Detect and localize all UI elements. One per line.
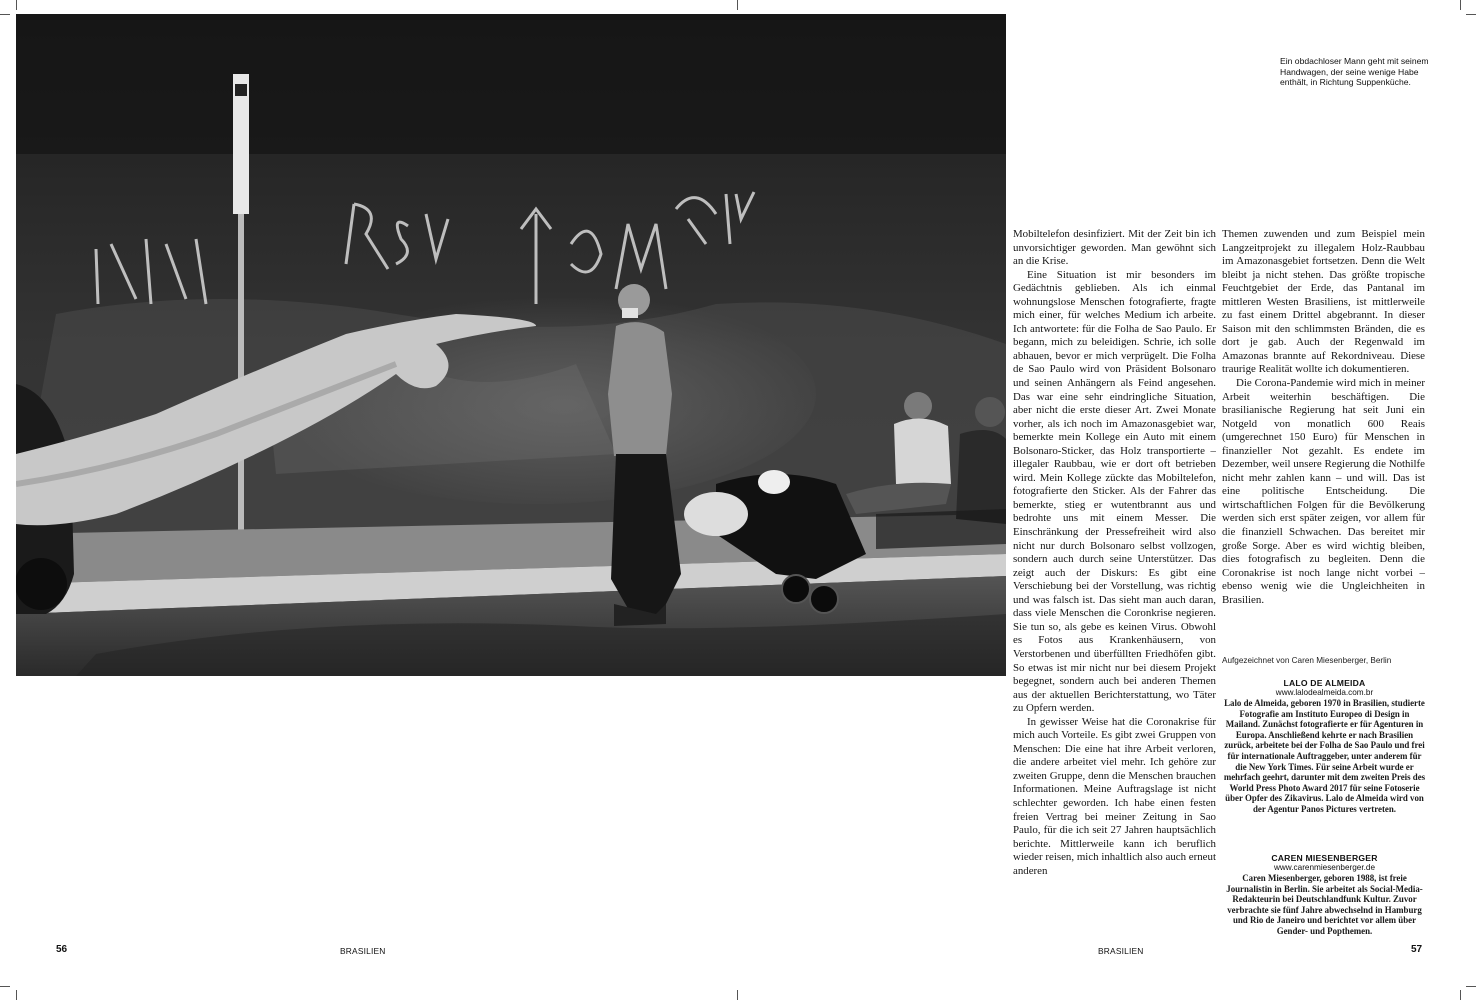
body-column-2 — [1222, 228, 1425, 648]
section-label-left: BRASILIEN — [340, 946, 386, 956]
bio-author — [1222, 853, 1427, 937]
crop-mark — [16, 990, 17, 1000]
bio-photographer — [1222, 678, 1427, 815]
bio-text: Caren Miesenberger, geboren 1988, ist freie Journalistin in Berlin. Sie arbeitet als Social-Media-Redakteurin bei Deutschlandfunk Kultur. Zuvor verbrachte sie fünf Jahre abwechselnd in Hamburg und Rio de Janeiro und berichtet vor allem über Gender- und Popthemen. — [1226, 873, 1423, 936]
bio-text: Lalo de Almeida, geboren 1970 in Brasilien, studierte Fotografie am Instituto Europeo di Design in Mailand. Zunächst fotografierte er für Agenturen in Europa. Anschließend kehrte er nach Brasilien zurück, arbeitete bei der Folha de Sao Paulo und frei für internationale Auftraggeber, unter anderem für die New York Times. Für seine Arbeit wurde er mehrfach geehrt, darunter mit dem zweiten Preis des World Press Photo Award 2017 für seine Fotoserie über Opfer des Zikavirus. Lalo de Almeida wird von der Agentur Panos Pictures vertreten. — [1223, 698, 1426, 814]
bio-name: LALO DE ALMEIDA — [1283, 678, 1366, 688]
crop-mark — [1460, 990, 1461, 1000]
crop-mark — [0, 986, 10, 987]
body-column-1 — [1013, 228, 1216, 948]
bio-url[interactable]: www.carenmiesenberger.de — [1273, 863, 1376, 872]
bio-name: CAREN MIESENBERGER — [1271, 853, 1378, 863]
crop-mark — [16, 0, 17, 10]
crop-mark — [737, 0, 738, 10]
article-credit: Aufgezeichnet von Caren Miesenberger, Berlin — [1222, 656, 1392, 665]
bio-url[interactable]: www.lalodealmeida.com.br — [1275, 688, 1374, 697]
paragraph: Mobiltelefon desinfiziert. Mit der Zeit bin ich unvorsichtiger geworden. Man gewöhnt sich an die Krise. — [1013, 228, 1216, 268]
crop-mark — [737, 990, 738, 1000]
crop-mark — [1460, 0, 1461, 10]
paragraph: Die Corona-Pandemie wird mich in meiner Arbeit weiterhin beschäftigen. Die brasilianische Regierung hat seit Juni ein Notgeld von monatlich 600 Reais (umgerechnet 150 Euro) für Menschen in finanzieller Not gezahlt. Es endete im Dezember, weil unsere Regierung die Nothilfe nicht mehr zahlen kann – und will. Das ist eine politische Entscheidung. Die wirtschaftlichen Folgen für die Bevölkerung werden sich erst später zeigen, vor allem für die finanziell Schwachen. Das bereitet mir große Sorge. Aber es wird wichtig bleiben, dies fotografisch zu begleiten. Denn die Coronakrise ist noch lange nicht vorbei – ebenso wenig wie die Ungleichheiten in Brasilien. — [1222, 377, 1425, 606]
paragraph: Eine Situation ist mir besonders im Gedächtnis geblieben. Als ich einmal wohnungslose Menschen fotografierte, fragte mich einer, für welches Medium ich arbeite. Ich antwortete: für die Folha de Sao Paulo. Er begann, mich zu beleidigen. Schrie, ich solle abhauen, bevor er mich verprügelt. Die Folha de Sao Paulo wird von Präsident Bolsonaro und seinen Anhängern als Feind angesehen. Das war eine sehr eindringliche Situation, aber nicht die erste dieser Art. Zwei Monate vorher, als ich noch im Amazonasgebiet war, bemerkte mein Kollege ein Auto mit einem Bolsonaro-Sticker, das Holz transportierte – illegaler Raubbau, wie er dort oft betrieben wird. Mein Kollege zückte das Mobiltelefon, fotografierte den Sticker. Als der Fahrer das bemerkte, stieg er wutentbrannt aus und bedrohte uns mit einem Messer. Die Einschränkung der Pressefreiheit wird also nicht nur durch Bolsonaro selbst vollzogen, sondern auch durch seine Unterstützer. Das zeigt auch der Diskurs: Es gibt eine Verschiebung bei der Vorstellung, was richtig und was falsch ist. Das sieht man auch daran, dass viele Menschen die Coronkrise negieren. Sie tun so, als gebe es keinen Virus. Obwohl es Fotos aus Krankenhäusern, von Verstorbenen und überfüllten Friedhöfen gibt. So etwas ist mir nicht nur bei diesem Projekt begegnet, sondern auch bei anderen Themen aus der aktuellen Berichterstattung, wo Täter zu Opfern werden. — [1013, 268, 1216, 715]
photo-illustration — [16, 14, 1006, 676]
crop-mark — [1466, 14, 1476, 15]
crop-mark — [1466, 986, 1476, 987]
page-number-right: 57 — [1411, 944, 1423, 955]
paragraph: Themen zuwenden und zum Beispiel mein Langzeitprojekt zu illegalem Holz-Raubbau im Amazonasgebiet fortsetzen. Denn die Welt bleibt ja nicht stehen. Das größte tropische Feuchtgebiet der Erde, das Pantanal im mittleren Westen Brasiliens, ist mittlerweile zu fast einem Drittel abgebrannt. In dieser Saison mit den schlimmsten Bränden, die es dort je gab. Auch der Regenwald im Amazonas brannte auf Rekordniveau. Diese traurige Realität wollte ich dokumentieren. — [1222, 228, 1425, 376]
section-label-right: BRASILIEN — [1098, 946, 1144, 956]
page-number-left: 56 — [56, 944, 68, 955]
street-photograph — [16, 14, 1006, 676]
crop-mark — [0, 14, 10, 15]
photo-caption: Ein obdachloser Mann geht mit seinem Handwagen, der seine wenige Habe enthält, in Richtung Suppenküche. — [1280, 56, 1429, 88]
paragraph: In gewisser Weise hat die Coronakrise für mich auch Vorteile. Es gibt zwei Gruppen von Menschen: Die eine hat ihre Arbeit verloren, die andere arbeitet viel mehr. Ich gehöre zur zweiten Gruppe, denn die Menschen brauchen Informationen. Meine Auftragslage ist nicht schlechter geworden. Ich habe einen festen freien Vertrag bei meiner Zeitung in Sao Paulo, für die ich seit 27 Jahren hauptsächlich berichte. Mittlerweile kann ich beruflich wieder reisen, mich inhaltlich also auch erneut anderen — [1013, 715, 1216, 877]
